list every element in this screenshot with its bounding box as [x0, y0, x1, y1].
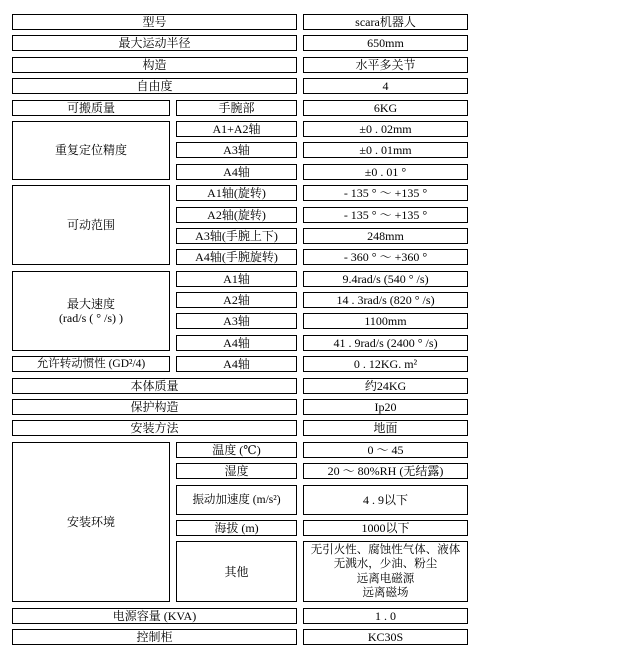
motion-range-value-a1: - 135 ° 〜 +135 °: [303, 185, 468, 201]
environment-label: 安装环境: [12, 442, 170, 603]
max-speed-value-a1: 9.4rad/s (540 ° /s): [303, 271, 468, 287]
repeat-accuracy-value-a4: ±0 . 01 °: [303, 164, 468, 180]
max-speed-axis-a4: A4轴: [176, 335, 297, 351]
payload-value: 6KG: [303, 100, 468, 116]
structure-label: 构造: [12, 57, 297, 73]
body-mass-value: 约24KG: [303, 378, 468, 394]
max-speed-axis-a1: A1轴: [176, 271, 297, 287]
max-speed-value-a4: 41 . 9rad/s (2400 ° /s): [303, 335, 468, 351]
max-speed-axis-a3: A3轴: [176, 313, 297, 329]
mounting-value: 地面: [303, 420, 468, 436]
env-humidity-label: 湿度: [176, 463, 297, 479]
max-speed-label-line2: (rad/s ( ° /s) ): [58, 310, 124, 325]
env-other-line-2: 无溅水，少油、粉尘: [333, 558, 438, 571]
env-vibration-value: 4 . 9以下: [303, 485, 468, 515]
max-speed-label-line1: 最大速度: [66, 296, 115, 311]
repeat-accuracy-label: 重复定位精度: [12, 121, 170, 180]
protection-value: Ip20: [303, 399, 468, 415]
payload-sub-wrist: 手腕部: [176, 100, 297, 116]
payload-label: 可搬质量: [12, 100, 170, 116]
motion-range-value-a4: - 360 ° 〜 +360 °: [303, 249, 468, 265]
max-speed-label: [12, 271, 170, 351]
mounting-label: 安装方法: [12, 420, 297, 436]
controller-value: KC30S: [303, 629, 468, 645]
inertia-label: 允许转动惯性 (GD²/4): [12, 356, 170, 372]
max-radius-value: 650mm: [303, 35, 468, 51]
dof-value: 4: [303, 78, 468, 94]
repeat-accuracy-axis-a1a2: A1+A2轴: [176, 121, 297, 137]
env-temperature-label: 温度 (℃): [176, 442, 297, 458]
structure-value: 水平多关节: [303, 57, 468, 73]
env-other-label: 其他: [176, 541, 297, 602]
env-vibration-label: 振动加速度 (m/s²): [176, 485, 297, 515]
max-radius-label: 最大运动半径: [12, 35, 297, 51]
motion-range-value-a3: 248mm: [303, 228, 468, 244]
max-speed-value-a3: 1100mm: [303, 313, 468, 329]
env-altitude-value: 1000以下: [303, 520, 468, 536]
motion-range-axis-a4: A4轴(手腕旋转): [176, 249, 297, 265]
inertia-axis-a4: A4轴: [176, 356, 297, 372]
env-humidity-value: 20 〜 80%RH (无结露): [303, 463, 468, 479]
motion-range-axis-a1: A1轴(旋转): [176, 185, 297, 201]
motion-range-axis-a3: A3轴(手腕上下): [176, 228, 297, 244]
env-other-value: [303, 541, 468, 602]
max-speed-value-a2: 14 . 3rad/s (820 ° /s): [303, 292, 468, 308]
env-other-line-3: 远离电磁源: [356, 572, 415, 585]
inertia-value: 0 . 12KG. m²: [303, 356, 468, 372]
repeat-accuracy-value-a1a2: ±0 . 02mm: [303, 121, 468, 137]
model-label: 型号: [12, 14, 297, 30]
robot-spec-table: [12, 14, 468, 645]
repeat-accuracy-value-a3: ±0 . 01mm: [303, 142, 468, 158]
power-capacity-value: 1 . 0: [303, 608, 468, 624]
env-altitude-label: 海拔 (m): [176, 520, 297, 536]
motion-range-value-a2: - 135 ° 〜 +135 °: [303, 207, 468, 223]
model-value: scara机器人: [303, 14, 468, 30]
motion-range-axis-a2: A2轴(旋转): [176, 207, 297, 223]
power-capacity-label: 电源容量 (KVA): [12, 608, 297, 624]
env-temperature-value: 0 〜 45: [303, 442, 468, 458]
motion-range-label: 可动范围: [12, 185, 170, 265]
repeat-accuracy-axis-a4: A4轴: [176, 164, 297, 180]
env-other-line-1: 无引火性、腐蚀性气体、液体: [310, 543, 461, 556]
body-mass-label: 本体质量: [12, 378, 297, 394]
dof-label: 自由度: [12, 78, 297, 94]
env-other-line-4: 远离磁场: [362, 587, 409, 600]
repeat-accuracy-axis-a3: A3轴: [176, 142, 297, 158]
protection-label: 保护构造: [12, 399, 297, 415]
max-speed-axis-a2: A2轴: [176, 292, 297, 308]
controller-label: 控制柜: [12, 629, 297, 645]
